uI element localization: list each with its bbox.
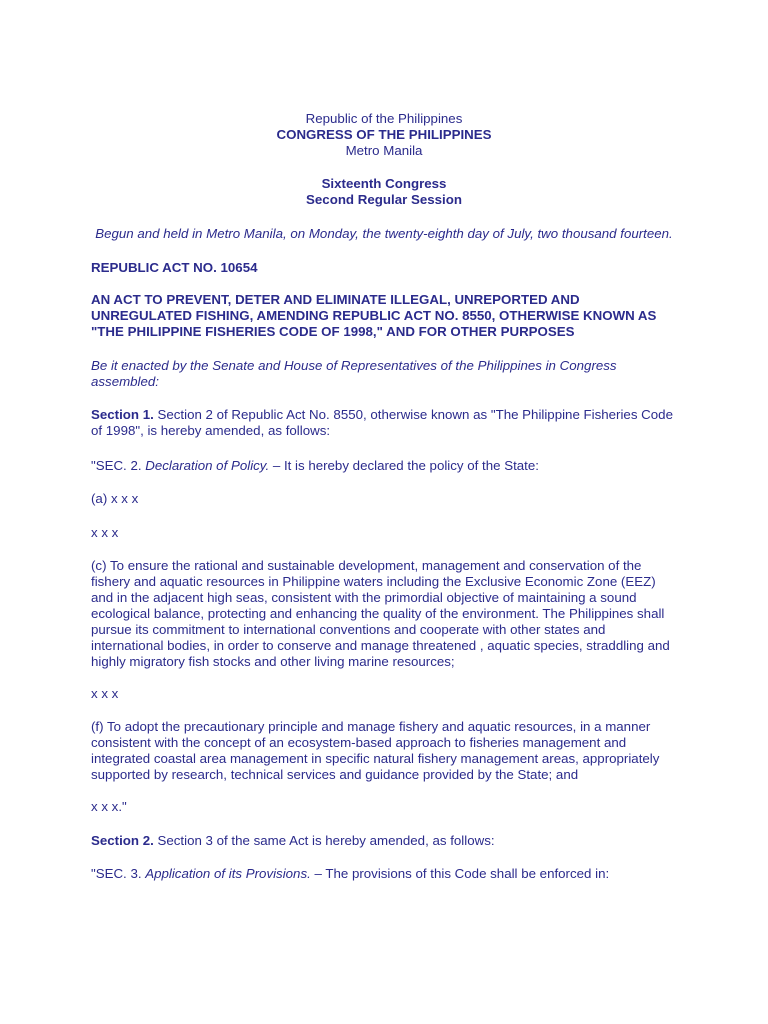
sec-2-title: Declaration of Policy.: [145, 458, 270, 473]
sec-3-title: Application of its Provisions.: [145, 866, 311, 881]
sec-3-text: – The provisions of this Code shall be enforced in:: [310, 866, 610, 881]
section-2-text: Section 3 of the same Act is hereby amended, as follows:: [153, 833, 495, 848]
section-2-label: Section 2.: [91, 833, 154, 848]
item-f: (f) To adopt the precautionary principle and manage fishery and aquatic resources, in a manner consistent with the concept of an ecosystem-based approach to fisheries management and integrated coastal area management in specific natural fishery management areas, appropriately supported by research, technical services and guidance provided by the State; and: [91, 719, 660, 782]
congress-line: CONGRESS OF THE PHILIPPINES: [276, 127, 492, 142]
sec-2-prefix: "SEC. 2.: [91, 458, 146, 473]
section-1-text: Section 2 of Republic Act No. 8550, otherwise known as "The Philippine Fisheries Code of 1998", is hereby amended, as follows:: [91, 407, 673, 438]
republic-line: Republic of the Philippines: [305, 111, 463, 126]
begun-line: Begun and held in Metro Manila, on Monday, the twenty-eighth day of July, two thousand fourteen.: [95, 226, 673, 241]
act-title: AN ACT TO PREVENT, DETER AND ELIMINATE ILLEGAL, UNREPORTED AND UNREGULATED FISHING, AMENDING REPUBLIC ACT NO. 8550, OTHERWISE KNOWN AS "THE PHILIPPINE FISHERIES CODE OF 1998," AND FOR OTHER PURPOSES: [91, 292, 657, 339]
congress-number: Sixteenth Congress: [321, 176, 447, 191]
document-header: [0, 111, 768, 159]
location-line: Metro Manila: [345, 143, 423, 158]
sec-3-prefix: "SEC. 3.: [91, 866, 146, 881]
enacting-clause: Be it enacted by the Senate and House of Representatives of the Philippines in Congress assembled:: [91, 358, 617, 389]
sec-2-heading: [91, 458, 681, 474]
section-1-label: Section 1.: [91, 407, 154, 422]
section-1-paragraph: [91, 407, 681, 439]
item-a: (a) x x x: [91, 491, 139, 506]
omission-2: x x x: [91, 686, 119, 701]
session-line: Second Regular Session: [306, 192, 462, 207]
omission-3: x x x.": [91, 799, 127, 814]
section-2-paragraph: [91, 833, 681, 849]
omission-1: x x x: [91, 525, 119, 540]
sec-2-text: – It is hereby declared the policy of the State:: [269, 458, 539, 473]
sec-3-heading: [91, 866, 681, 882]
session-header: [0, 176, 768, 208]
act-number: REPUBLIC ACT NO. 10654: [91, 260, 258, 275]
item-c: (c) To ensure the rational and sustainable development, management and conservation of the fishery and aquatic resources in Philippine waters including the Exclusive Economic Zone (EEZ) and in the adjacent high seas, consistent with the primordial objective of maintaining a sound ecological balance, protecting and enhancing the quality of the environment. The Philippines shall pursue its commitment to international conventions and cooperate with other states and international bodies, in order to conserve and manage threatened , aquatic species, straddling and highly migratory fish stocks and other living marine resources;: [91, 558, 670, 669]
